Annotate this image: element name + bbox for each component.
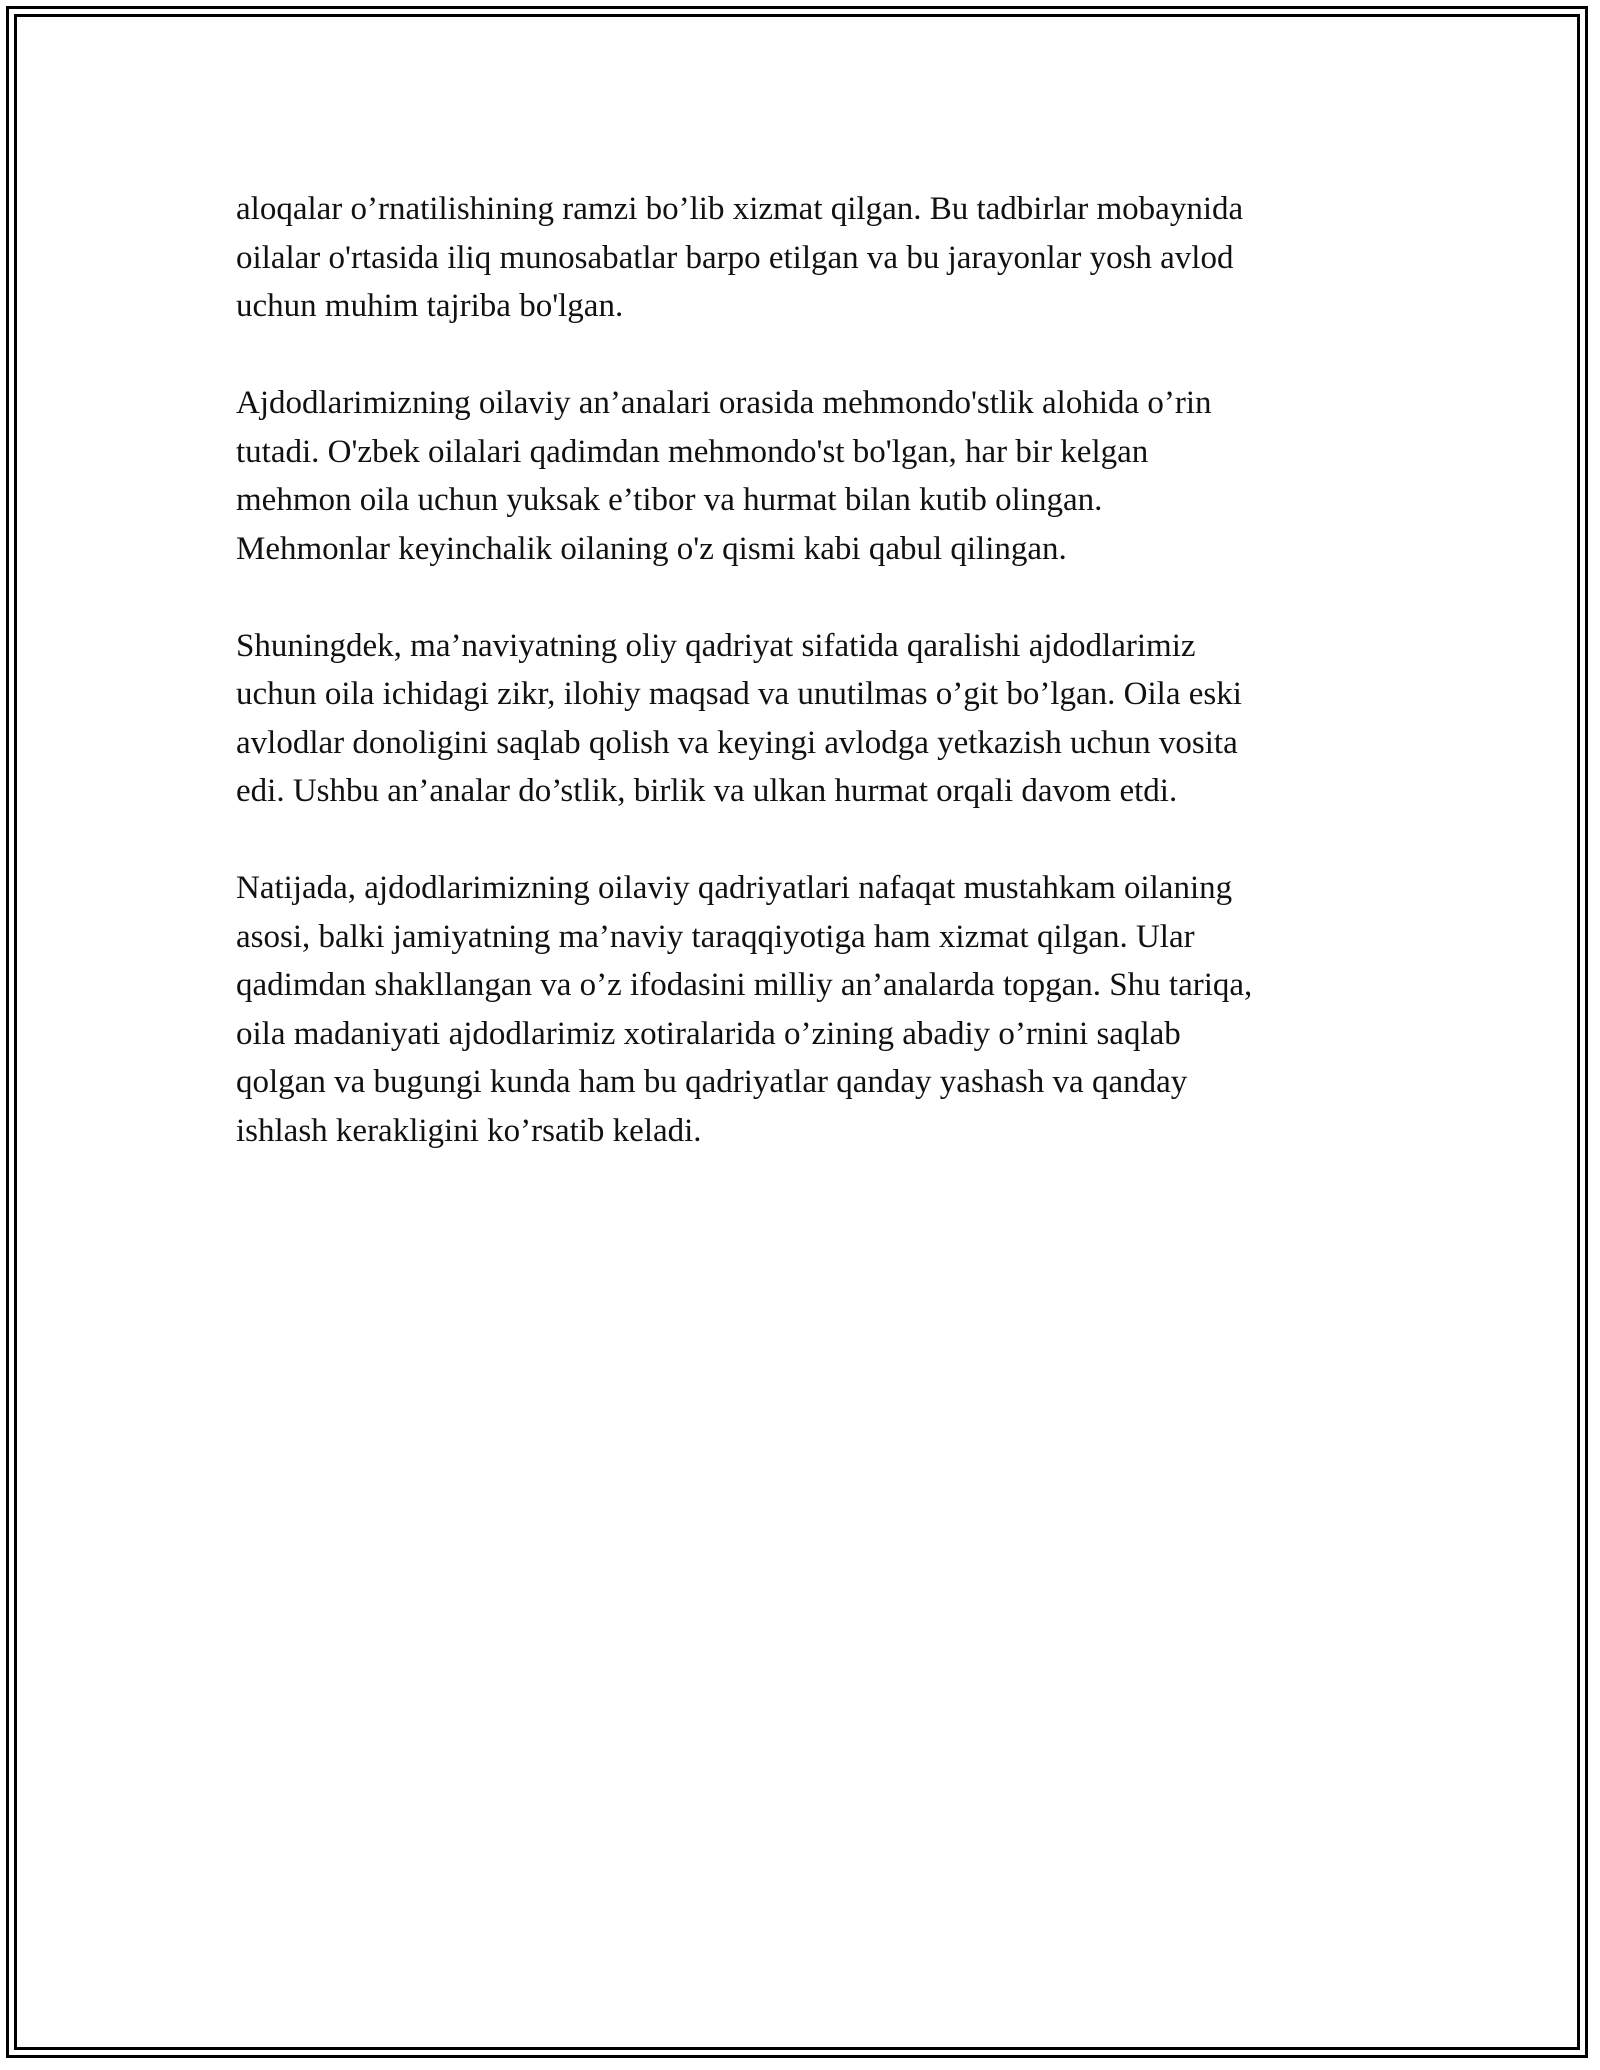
paragraph-2: Ajdodlarimizning oilaviy an’analari orasida mehmondo'stlik alohida o’rin tutadi. O'zbek oilalari qadimdan mehmondo'st bo'lgan, har bir kelgan mehmon oila uchun yuksak e’tibor va hurmat bilan kutib olingan. Mehmonlar keyinchalik oilaning o'z qismi kabi qabul qilingan.	[236, 385, 1212, 567]
paragraph-4: Natijada, ajdodlarimizning oilaviy qadriyatlari nafaqat mustahkam oilaning asosi, balki jamiyatning ma’naviy taraqqiyotiga ham xizmat qilgan. Ular qadimdan shakllangan va o’z ifodasini milliy an’analarda topgan. Shu tariqa, oila madaniyati ajdodlarimiz xotiralarida o’zining abadiy o’rnini saqlab qolgan va bugungi kunda ham bu qadriyatlar qanday yashash va qanday ishlash kerakligini ko’rsatib keladi.	[236, 870, 1253, 1149]
document-body	[236, 185, 1386, 1204]
paragraph-1: aloqalar o’rnatilishining ramzi bo’lib xizmat qilgan. Bu tadbirlar mobaynida oilalar o'rtasida iliq munosabatlar barpo etilgan va bu jarayonlar yosh avlod uchun muhim tajriba bo'lgan.	[236, 191, 1244, 324]
paragraph-3: Shuningdek, ma’naviyatning oliy qadriyat sifatida qaralishi ajdodlarimiz uchun oila ichidagi zikr, ilohiy maqsad va unutilmas o’git bo’lgan. Oila eski avlodlar donoligini saqlab qolish va keyingi avlodga yetkazish uchun vosita edi. Ushbu an’analar do’stlik, birlik va ulkan hurmat orqali davom etdi.	[236, 627, 1242, 809]
